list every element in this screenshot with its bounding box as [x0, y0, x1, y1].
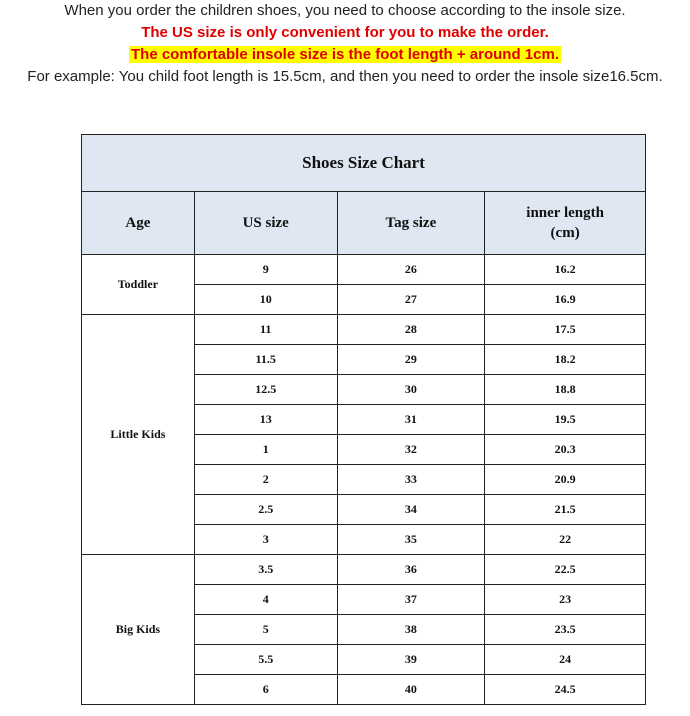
us-size-cell: 10	[194, 285, 337, 315]
tag-size-cell: 40	[337, 675, 485, 705]
inner-length-cell: 16.9	[485, 285, 646, 315]
header-inner-length-unit: (cm)	[550, 225, 580, 241]
inner-length-cell: 23	[485, 585, 646, 615]
tag-size-cell: 36	[337, 555, 485, 585]
tag-size-cell: 39	[337, 645, 485, 675]
header-age: Age	[82, 192, 195, 255]
intro-line-4: For example: You child foot length is 15.5cm, and then you need to order the insole size16.5cm.	[27, 68, 663, 85]
inner-length-cell: 21.5	[485, 495, 646, 525]
tag-size-cell: 33	[337, 465, 485, 495]
inner-length-cell: 24.5	[485, 675, 646, 705]
tag-size-cell: 26	[337, 255, 485, 285]
us-size-cell: 6	[194, 675, 337, 705]
chart-title: Shoes Size Chart	[82, 135, 646, 192]
tag-size-cell: 32	[337, 435, 485, 465]
tag-size-cell: 28	[337, 315, 485, 345]
tag-size-cell: 35	[337, 525, 485, 555]
inner-length-cell: 22	[485, 525, 646, 555]
us-size-cell: 3.5	[194, 555, 337, 585]
table-row	[82, 255, 646, 285]
us-size-cell: 5	[194, 615, 337, 645]
us-size-cell: 2	[194, 465, 337, 495]
age-group-cell: Toddler	[82, 255, 195, 315]
tag-size-cell: 30	[337, 375, 485, 405]
inner-length-cell: 16.2	[485, 255, 646, 285]
inner-length-cell: 20.9	[485, 465, 646, 495]
inner-length-cell: 20.3	[485, 435, 646, 465]
inner-length-cell: 18.2	[485, 345, 646, 375]
tag-size-cell: 37	[337, 585, 485, 615]
intro-line-2: The US size is only convenient for you to make the order.	[141, 24, 549, 41]
us-size-cell: 1	[194, 435, 337, 465]
table-row	[82, 555, 646, 585]
inner-length-cell: 22.5	[485, 555, 646, 585]
tag-size-cell: 29	[337, 345, 485, 375]
us-size-cell: 13	[194, 405, 337, 435]
inner-length-cell: 19.5	[485, 405, 646, 435]
header-tag-size: Tag size	[337, 192, 485, 255]
header-us-size: US size	[194, 192, 337, 255]
inner-length-cell: 18.8	[485, 375, 646, 405]
us-size-cell: 3	[194, 525, 337, 555]
highlighted-text: The comfortable insole size is the foot length + around 1cm.	[131, 46, 559, 63]
us-size-cell: 11.5	[194, 345, 337, 375]
inner-length-cell: 17.5	[485, 315, 646, 345]
size-table-body	[82, 255, 646, 705]
age-group-cell: Little Kids	[82, 315, 195, 555]
us-size-cell: 5.5	[194, 645, 337, 675]
us-size-cell: 11	[194, 315, 337, 345]
tag-size-cell: 34	[337, 495, 485, 525]
intro-line-3	[0, 44, 690, 66]
tag-size-cell: 38	[337, 615, 485, 645]
age-group-cell: Big Kids	[82, 555, 195, 705]
tag-size-cell: 27	[337, 285, 485, 315]
table-row	[82, 315, 646, 345]
header-inner-length	[485, 192, 646, 255]
intro-text	[0, 0, 690, 88]
intro-line-1: When you order the children shoes, you need to choose according to the insole size.	[64, 2, 626, 19]
us-size-cell: 9	[194, 255, 337, 285]
tag-size-cell: 31	[337, 405, 485, 435]
inner-length-cell: 23.5	[485, 615, 646, 645]
shoes-size-chart	[81, 134, 646, 705]
us-size-cell: 2.5	[194, 495, 337, 525]
us-size-cell: 12.5	[194, 375, 337, 405]
inner-length-cell: 24	[485, 645, 646, 675]
us-size-cell: 4	[194, 585, 337, 615]
header-inner-length-label: inner length	[526, 205, 604, 221]
